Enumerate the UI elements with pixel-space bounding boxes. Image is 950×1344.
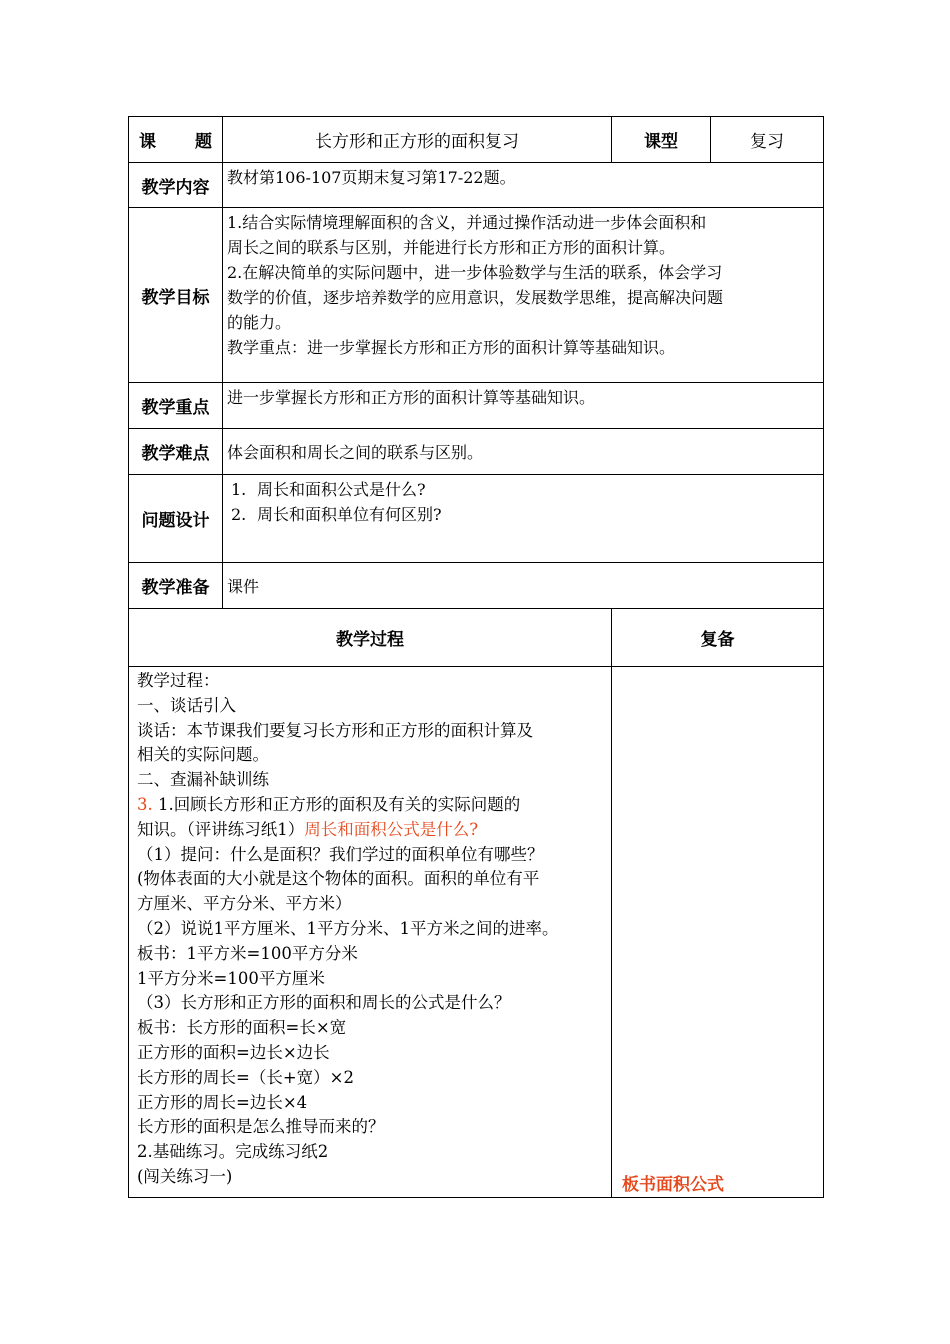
process-line: （1）提问：什么是面积？我们学过的面积单位有哪些？ [137, 844, 544, 864]
key-point-label: 教学重点 [129, 383, 223, 429]
question-item [227, 502, 819, 527]
process-red-question: 周长和面积公式是什么? [304, 819, 479, 839]
process-header: 教学过程 [129, 609, 612, 667]
process-row [129, 667, 824, 1198]
content-value: 教材第106-107页期末复习第17-22题。 [223, 163, 824, 208]
topic-row [129, 117, 824, 163]
process-body [129, 667, 612, 1198]
process-line: 相关的实际问题。 [137, 745, 269, 765]
process-line: 板书：1平方米=100平方分米 [137, 943, 358, 963]
key-point-value: 进一步掌握长方形和正方形的面积计算等基础知识。 [223, 383, 824, 429]
goals-line: 2.在解决简单的实际问题中，进一步体验数学与生活的联系，体会学习 [227, 263, 723, 282]
goals-label: 教学目标 [129, 208, 223, 383]
process-line: 2.基础练习。完成练习纸2 [137, 1142, 329, 1162]
goals-line: 的能力。 [227, 313, 292, 332]
content-row [129, 163, 824, 208]
process-line [137, 793, 605, 818]
goals-line: 周长之间的联系与区别，并能进行长方形和正方形的面积计算。 [227, 238, 676, 257]
process-line: （2）说说1平方厘米、1平方分米、1平方米之间的进率。 [137, 918, 559, 938]
process-line: 板书：长方形的面积=长×宽 [137, 1018, 347, 1038]
process-text: 知识。（评讲练习纸1） [137, 819, 305, 839]
goals-line: 教学重点：进一步掌握长方形和正方形的面积计算等基础知识。 [227, 338, 676, 357]
key-point-row [129, 383, 824, 429]
process-line [137, 818, 605, 843]
process-line: (物体表面的大小就是这个物体的面积。面积的单位有平 [137, 869, 540, 889]
difficulty-label: 教学难点 [129, 429, 223, 475]
questions-row [129, 475, 824, 563]
preparation-label: 教学准备 [129, 563, 223, 609]
topic-label: 课 题 [129, 117, 223, 163]
goals-text [223, 208, 824, 383]
lesson-plan-table [128, 116, 824, 1198]
goals-line: 1.结合实际情境理解面积的含义，并通过操作活动进一步体会面积和 [227, 213, 707, 232]
question-text: 周长和面积单位有何区别? [257, 505, 442, 524]
process-line: 正方形的面积=边长×边长 [137, 1042, 330, 1062]
process-line: 教学过程： [137, 671, 220, 690]
process-line: 一、谈话引入 [137, 695, 236, 715]
goals-row [129, 208, 824, 383]
process-line: 方厘米、平方分米、平方米） [137, 894, 352, 914]
process-line: (闯关练习一) [137, 1166, 233, 1186]
fubei-note: 板书面积公式 [622, 1175, 724, 1195]
goals-line: 数学的价值，逐步培养数学的应用意识，发展数学思维，提高解决问题 [227, 288, 724, 307]
preparation-row [129, 563, 824, 609]
process-line: 长方形的周长=（长+宽）×2 [137, 1067, 354, 1087]
question-number: 2. [231, 505, 247, 524]
process-line: 二、查漏补缺训练 [137, 770, 269, 790]
type-value: 复习 [711, 117, 824, 163]
process-text: 1.回顾长方形和正方形的面积及有关的实际问题的 [152, 794, 521, 814]
process-line: 正方形的周长=边长×4 [137, 1092, 308, 1112]
difficulty-value: 体会面积和周长之间的联系与区别。 [223, 429, 824, 475]
topic-value: 长方形和正方形的面积复习 [223, 117, 612, 163]
process-line: 1平方分米=100平方厘米 [137, 968, 325, 988]
questions-label: 问题设计 [129, 475, 223, 563]
questions-list [223, 475, 824, 563]
type-label: 课型 [612, 117, 711, 163]
preparation-value: 课件 [223, 563, 824, 609]
process-line: 谈话：本节课我们要复习长方形和正方形的面积计算及 [137, 720, 533, 740]
content-label: 教学内容 [129, 163, 223, 208]
difficulty-row [129, 429, 824, 475]
question-text: 周长和面积公式是什么? [257, 480, 426, 499]
process-line: （3）长方形和正方形的面积和周长的公式是什么？ [137, 993, 511, 1013]
process-red-number: 3. [137, 794, 153, 814]
question-item [227, 477, 819, 502]
process-line: 长方形的面积是怎么推导而来的？ [137, 1117, 385, 1137]
question-number: 1. [231, 480, 247, 499]
fubei-body [612, 667, 824, 1198]
fubei-header: 复备 [612, 609, 824, 667]
process-header-row [129, 609, 824, 667]
